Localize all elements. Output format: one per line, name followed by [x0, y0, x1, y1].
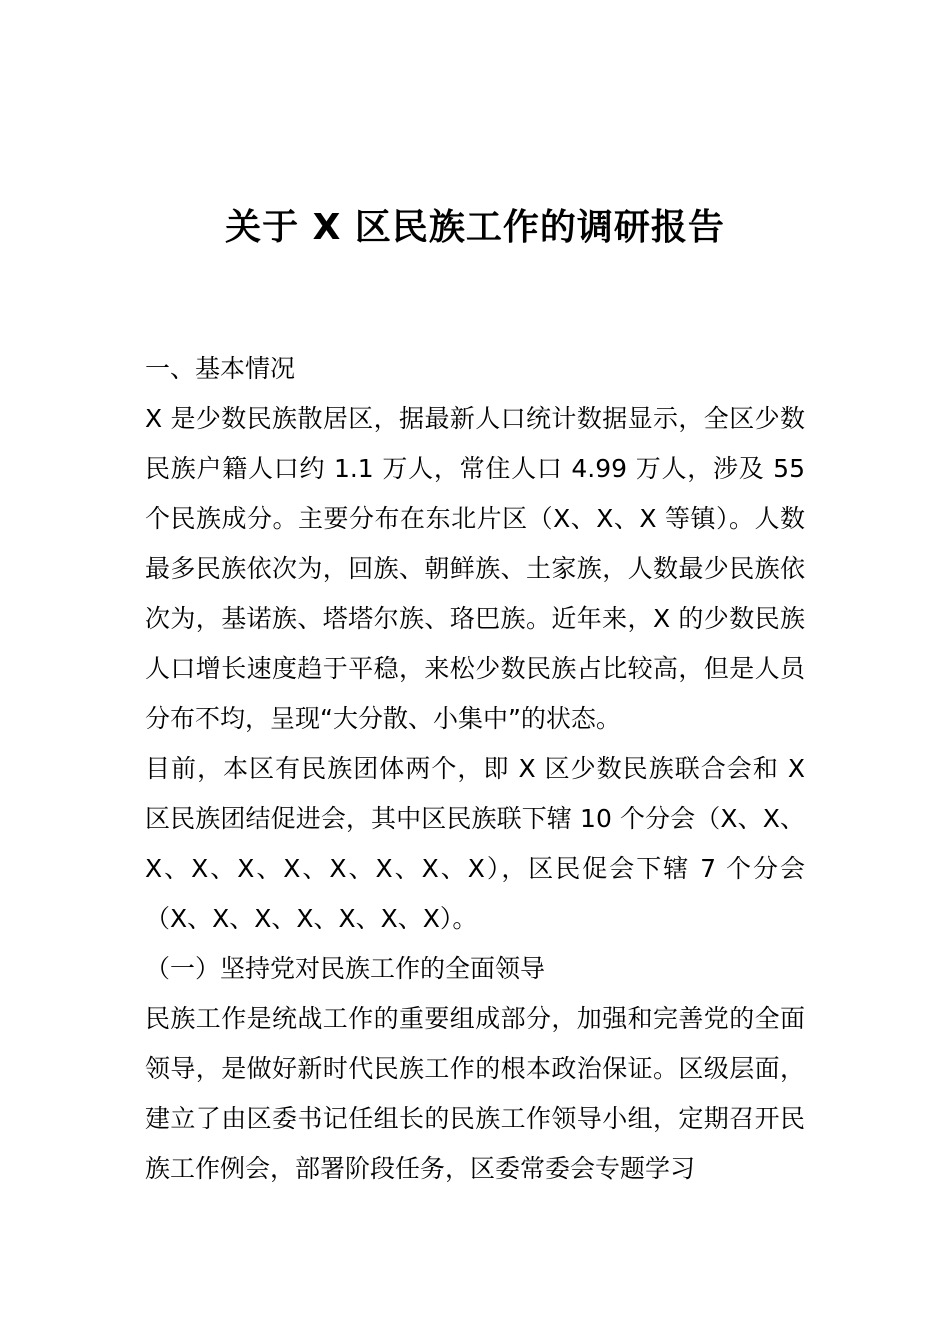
- paragraph-ethnic-organizations: 目前，本区有民族团体两个，即 X 区少数民族联合会和 X 区民族团结促进会，其中区民族联下辖 10 个分会（X、X、X、X、X、X、X、X、X、X），区民促会下辖 7 个分会（X、X、X、X、X、X、X）。: [145, 754, 805, 933]
- paragraph-party-leadership: 民族工作是统战工作的重要组成部分，加强和完善党的全面领导，是做好新时代民族工作的根本政治保证。区级层面，建立了由区委书记任组长的民族工作领导小组，定期召开民族工作例会，部署阶段任务，区委常委会专题学习: [145, 1004, 805, 1183]
- subsection-heading-party-leadership: （一）坚持党对民族工作的全面领导: [145, 954, 546, 983]
- document-body: [145, 344, 805, 1194]
- document-title: 关于 X 区民族工作的调研报告: [225, 207, 725, 248]
- section-heading-basic-situation: 一、基本情况: [145, 354, 296, 383]
- paragraph-population-overview: X 是少数民族散居区，据最新人口统计数据显示，全区少数民族户籍人口约 1.1 万人，常住人口 4.99 万人，涉及 55 个民族成分。主要分布在东北片区（X、X、X 等镇）。人数最多民族依次为，回族、朝鲜族、土家族，人数最少民族依次为，基诺族、塔塔尔族、珞巴族。近年来，X 的少数民族人口增长速度趋于平稳，来松少数民族占比较高，但是人员分布不均，呈现“大分散、小集中”的状态。: [145, 404, 805, 733]
